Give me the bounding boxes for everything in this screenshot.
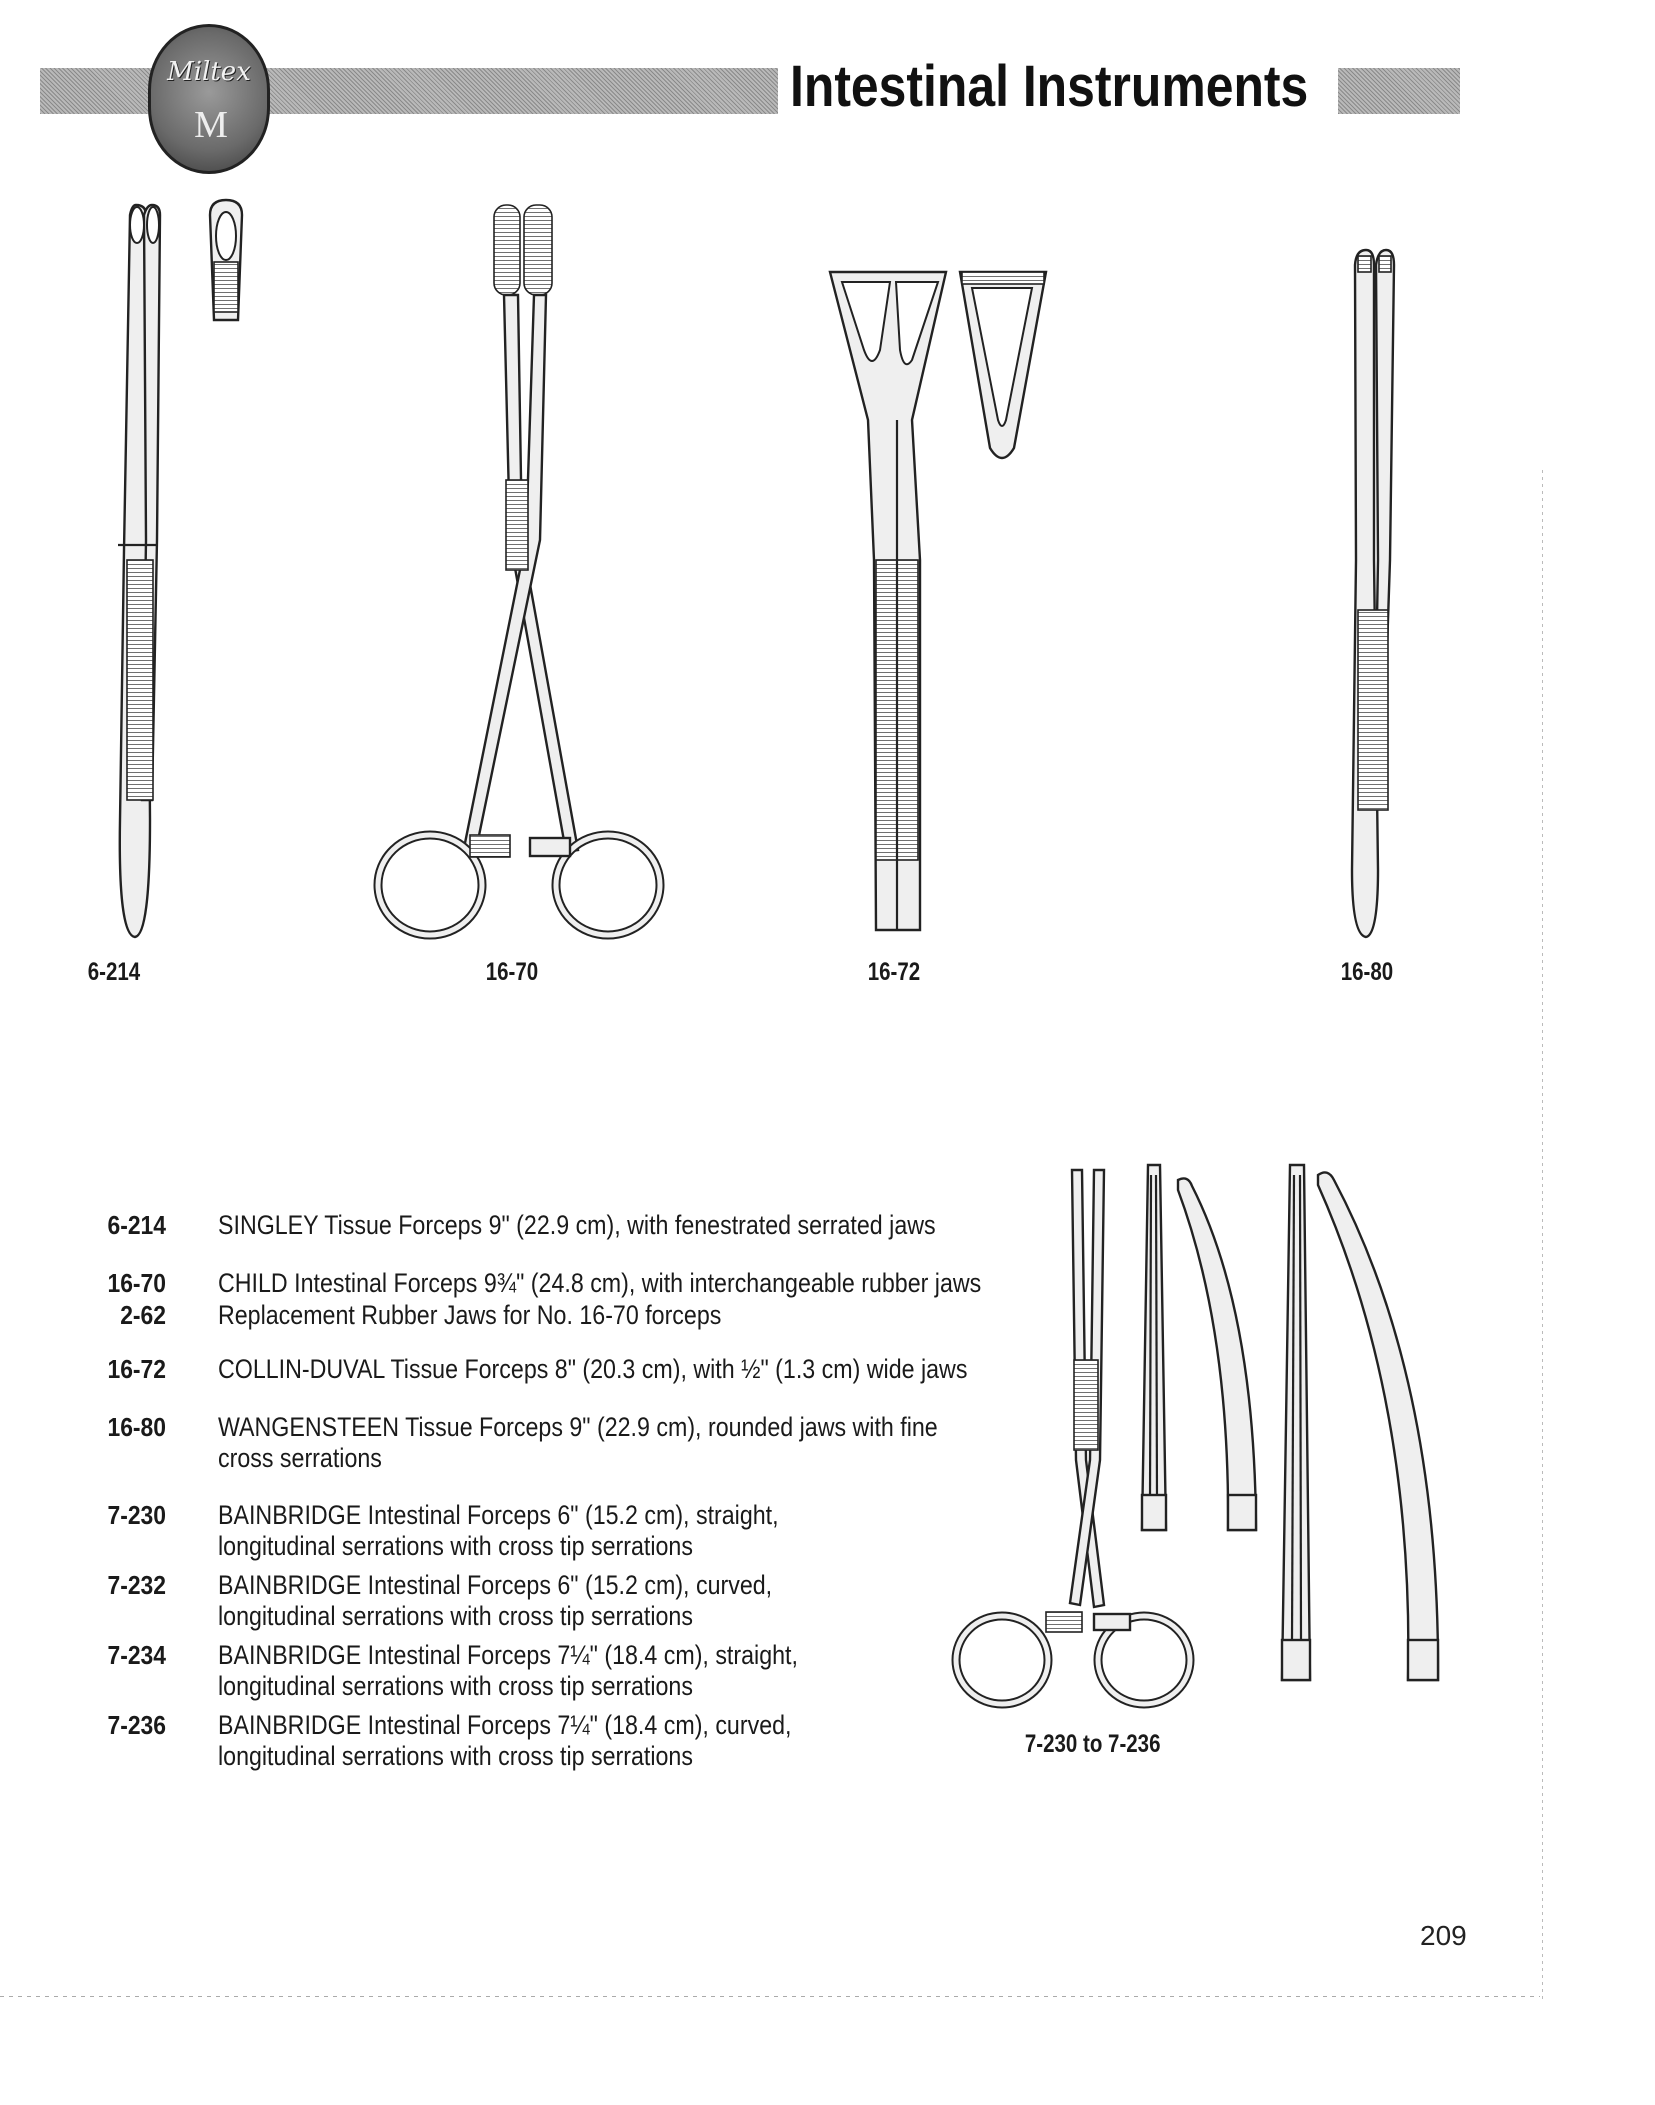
description-line: WANGENSTEEN Tissue Forceps 9" (22.9 cm), rounded jaws with fine — [218, 1412, 938, 1442]
catalog-code: 7-234 — [107, 1640, 166, 1670]
catalog-description — [218, 1268, 982, 1299]
description-line: COLLIN-DUVAL Tissue Forceps 8" (20.3 cm), with ½" (1.3 cm) wide jaws — [218, 1354, 968, 1384]
catalog-description — [218, 1412, 975, 1474]
catalog-code: 2-62 — [120, 1300, 166, 1330]
bainbridge-forceps-illustration — [956, 1165, 1438, 1704]
description-line: Replacement Rubber Jaws for No. 16-70 forceps — [218, 1300, 722, 1330]
singley-forceps-illustration — [118, 200, 242, 937]
description-line: BAINBRIDGE Intestinal Forceps 7¼" (18.4 cm), curved, — [218, 1710, 792, 1740]
child-forceps-illustration — [378, 205, 660, 935]
catalog-description — [218, 1570, 975, 1632]
page-title-text: Intestinal Instruments — [790, 54, 1309, 119]
scan-edge-right — [1542, 470, 1543, 2000]
description-line: SINGLEY Tissue Forceps 9" (22.9 cm), with fenestrated serrated jaws — [218, 1210, 936, 1240]
instrument-label-16-72: 16-72 — [867, 958, 921, 986]
catalog-description — [218, 1710, 975, 1772]
description-line: cross serrations — [218, 1443, 382, 1473]
description-line: longitudinal serrations with cross tip serrations — [218, 1601, 693, 1631]
description-line: longitudinal serrations with cross tip serrations — [218, 1671, 693, 1701]
wangensteen-forceps-illustration — [1352, 250, 1394, 937]
catalog-description — [218, 1210, 975, 1241]
instrument-label-6-214: 6-214 — [87, 958, 141, 986]
logo-monogram: M — [194, 104, 224, 146]
catalog-code: 16-80 — [107, 1412, 166, 1442]
catalog-code: 6-214 — [107, 1210, 166, 1240]
instrument-label-7-230-to-7-236: 7-230 to 7-236 — [1024, 1730, 1161, 1758]
description-line: BAINBRIDGE Intestinal Forceps 6" (15.2 cm), curved, — [218, 1570, 773, 1600]
logo-script-text: Miltex — [167, 57, 251, 87]
catalog-code: 7-232 — [107, 1570, 166, 1600]
catalog-code: 16-70 — [107, 1268, 166, 1298]
catalog-description — [218, 1354, 975, 1385]
description-line: BAINBRIDGE Intestinal Forceps 7¼" (18.4 cm), straight, — [218, 1640, 798, 1670]
instrument-label-16-70: 16-70 — [485, 958, 539, 986]
description-line: BAINBRIDGE Intestinal Forceps 6" (15.2 cm), straight, — [218, 1500, 779, 1530]
description-line: CHILD Intestinal Forceps 9¾" (24.8 cm), with interchangeable rubber jaws — [218, 1268, 982, 1298]
description-line: longitudinal serrations with cross tip serrations — [218, 1741, 693, 1771]
catalog-description — [218, 1500, 975, 1562]
catalog-code: 7-230 — [107, 1500, 166, 1530]
description-line: longitudinal serrations with cross tip serrations — [218, 1531, 693, 1561]
collin-duval-forceps-illustration — [830, 272, 1046, 930]
catalog-code: 7-236 — [107, 1710, 166, 1740]
catalog-description — [218, 1300, 975, 1331]
scan-edge-bottom — [0, 1996, 1540, 1997]
instrument-label-16-80: 16-80 — [1340, 958, 1394, 986]
page-number: 209 — [1420, 1920, 1467, 1951]
catalog-code: 16-72 — [107, 1354, 166, 1384]
catalog-description — [218, 1640, 975, 1702]
